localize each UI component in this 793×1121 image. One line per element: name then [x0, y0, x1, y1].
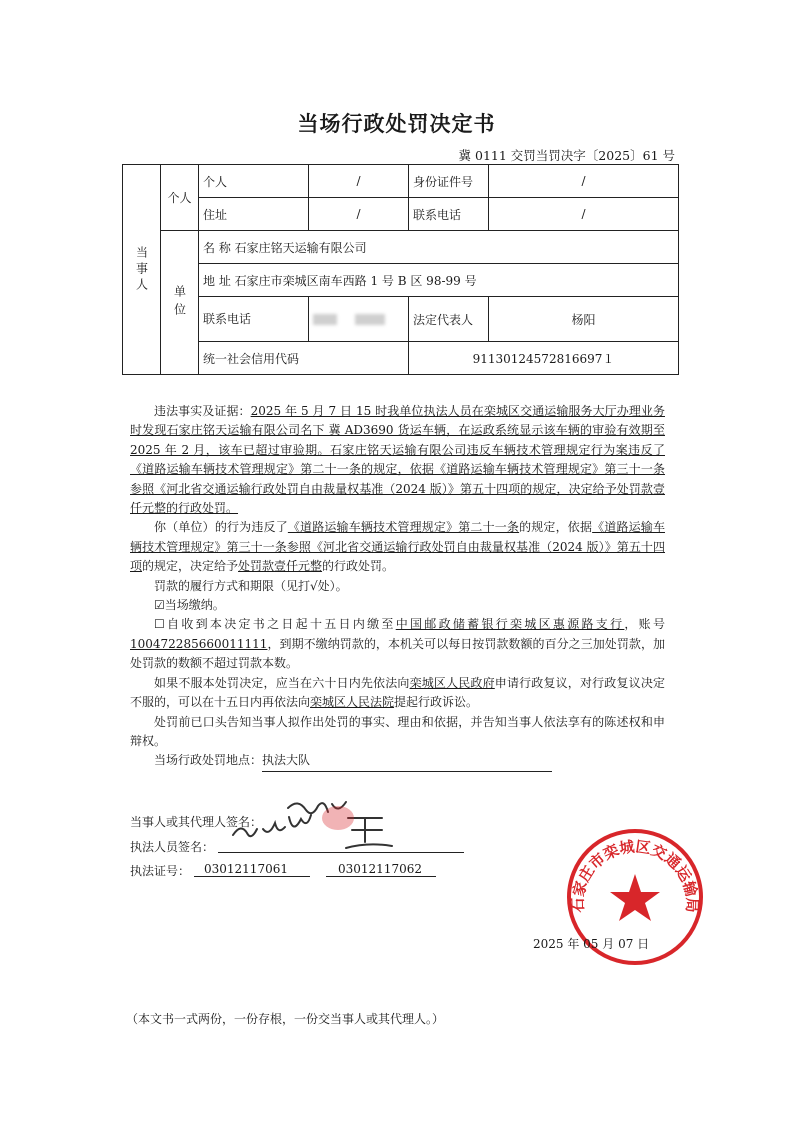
text-span: 的规定，依据 — [519, 520, 593, 535]
bank-name: 中国邮政储蓄银行栾城区惠源路支行 — [395, 617, 625, 632]
party-label: 当事人 — [123, 165, 161, 375]
credit-code-label: 统一社会信用代码 — [199, 342, 409, 375]
violated-law: 《道路运输车辆技术管理规定》第二十一条 — [287, 520, 520, 535]
place-label: 当场行政处罚地点： — [154, 753, 263, 768]
party-info-table — [122, 164, 679, 375]
seal-text-path: 石家庄市栾城区交通运输局 — [568, 837, 702, 913]
issue-date: 2025 年 05 月 07 日 — [533, 937, 650, 951]
cert-line-1 — [194, 876, 310, 877]
party-signature-label: 当事人或其代理人签名： — [130, 815, 263, 829]
unit-phone-value — [309, 297, 409, 342]
bank-account: 100472285660011111 — [130, 636, 268, 651]
place-text: 执法大队 — [262, 753, 311, 768]
cert-label: 执法证号： — [130, 864, 191, 878]
unit-address-value: 石家庄市栾城区南车西路 1 号 B 区 98-99 号 — [234, 273, 477, 288]
basis-law: 《道路运输车辆技术管理规定》第三十一条参照《河北省交通运输行政处罚自由裁量权基准（2024 版）》第五十四项 — [130, 520, 665, 574]
footnote: （本文书一式两份，一份存根，一份交当事人或其代理人。） — [126, 1012, 445, 1026]
unit-address-label: 地 址 — [203, 273, 231, 288]
document-number: 冀 0111 交罚当罚决字〔2025〕61 号 — [458, 148, 675, 163]
unit-name-value: 石家庄铭天运输有限公司 — [234, 240, 367, 255]
unit-phone-label: 联系电话 — [199, 297, 309, 342]
facts-label: 违法事实及证据： — [154, 404, 251, 418]
text-span: 申请行政复议，对行政复议决定不服的，可以在十五日内再依法向 — [130, 675, 665, 710]
place-value — [262, 751, 552, 771]
text-span: 的规定，决定给予 — [142, 559, 239, 574]
document-title: 当场行政处罚决定书 — [297, 112, 496, 136]
text-span: 你（单位）的行为违反了 — [154, 520, 288, 535]
individual-address-value: / — [309, 198, 409, 231]
place-row — [130, 751, 665, 771]
cert-number-2: 03012117062 — [338, 862, 422, 876]
seal-star-icon — [610, 874, 660, 921]
facts-text: 2025 年 5 月 7 日 15 时我单位执法人员在栾城区交通运输服务大厅办理业务时发现石家庄铭天运输有限公司名下 冀 AD3690 货运车辆，在运政系统显示该车辆的审验有效期至 2025 年 2 月，该车已超过审验期。石家庄铭天运输有限公司违反车辆技术管理规定行为案违反了《道路运输车辆技术管理规定》第二十一条的规定，依据《道路运输车辆技术管理规定》第三十一条参照《河北省交通运输行政处罚自由裁量权基准（2024 版）》第五十四项的规定，决定给予处罚款壹仟元整的行政处罚。 — [130, 404, 665, 516]
individual-address-label: 住址 — [199, 198, 309, 231]
legal-rep-label: 法定代表人 — [409, 297, 489, 342]
text-span: 提起行政诉讼。 — [394, 695, 479, 710]
unit-name-label: 名 称 — [203, 240, 231, 255]
payment-label: 罚款的履行方式和期限（见打√处）。 — [154, 578, 348, 593]
handwritten-signatures — [228, 790, 428, 860]
credit-code-value: 91130124572816697１ — [409, 342, 679, 375]
individual-name-value: / — [309, 165, 409, 198]
unit-name-row — [199, 231, 679, 264]
officer-signature-label: 执法人员签名： — [130, 840, 215, 854]
text-span: ☐自收到本决定书之日起十五日内缴至 — [154, 617, 396, 632]
facts-paragraph — [130, 402, 665, 518]
court-name: 栾城区人民法院 — [310, 695, 395, 710]
individual-name-label: 个人 — [199, 165, 309, 198]
individual-phone-label: 联系电话 — [409, 198, 489, 231]
text-span: 如果不服本处罚决定，应当在六十日内先依法向 — [154, 675, 410, 690]
id-number-value: / — [489, 165, 679, 198]
redacted-mark — [355, 314, 385, 325]
text-span: ，账号 — [624, 617, 665, 632]
decision-body — [130, 402, 665, 772]
review-paragraph — [130, 674, 665, 713]
text-span: ，到期不缴纳罚款的，本机关可以每日按罚款数额的百分之三加处罚款，加处罚款的数额不超过罚款本数。 — [130, 636, 665, 671]
cert-line-2 — [326, 876, 436, 877]
unit-label: 单位 — [161, 231, 199, 375]
individual-label: 个人 — [161, 165, 199, 231]
redacted-mark — [313, 314, 337, 325]
payment-option-bank — [130, 615, 665, 673]
text-span: 的行政处罚。 — [322, 559, 395, 574]
individual-phone-value: / — [489, 198, 679, 231]
cert-number-1: 03012117061 — [204, 862, 288, 876]
unit-address-row — [199, 264, 679, 297]
id-number-label: 身份证件号 — [409, 165, 489, 198]
legal-rep-value: 杨阳 — [489, 297, 679, 342]
payment-option-onsite: ☑当场缴纳。 — [154, 598, 225, 613]
penalty-value: 处罚款壹仟元整 — [238, 559, 323, 574]
review-authority: 栾城区人民政府 — [409, 675, 495, 690]
violation-paragraph — [130, 518, 665, 576]
notice-paragraph: 处罚前已口头告知当事人拟作出处罚的事实、理由和依据，并告知当事人依法享有的陈述权和申辩权。 — [130, 714, 665, 748]
